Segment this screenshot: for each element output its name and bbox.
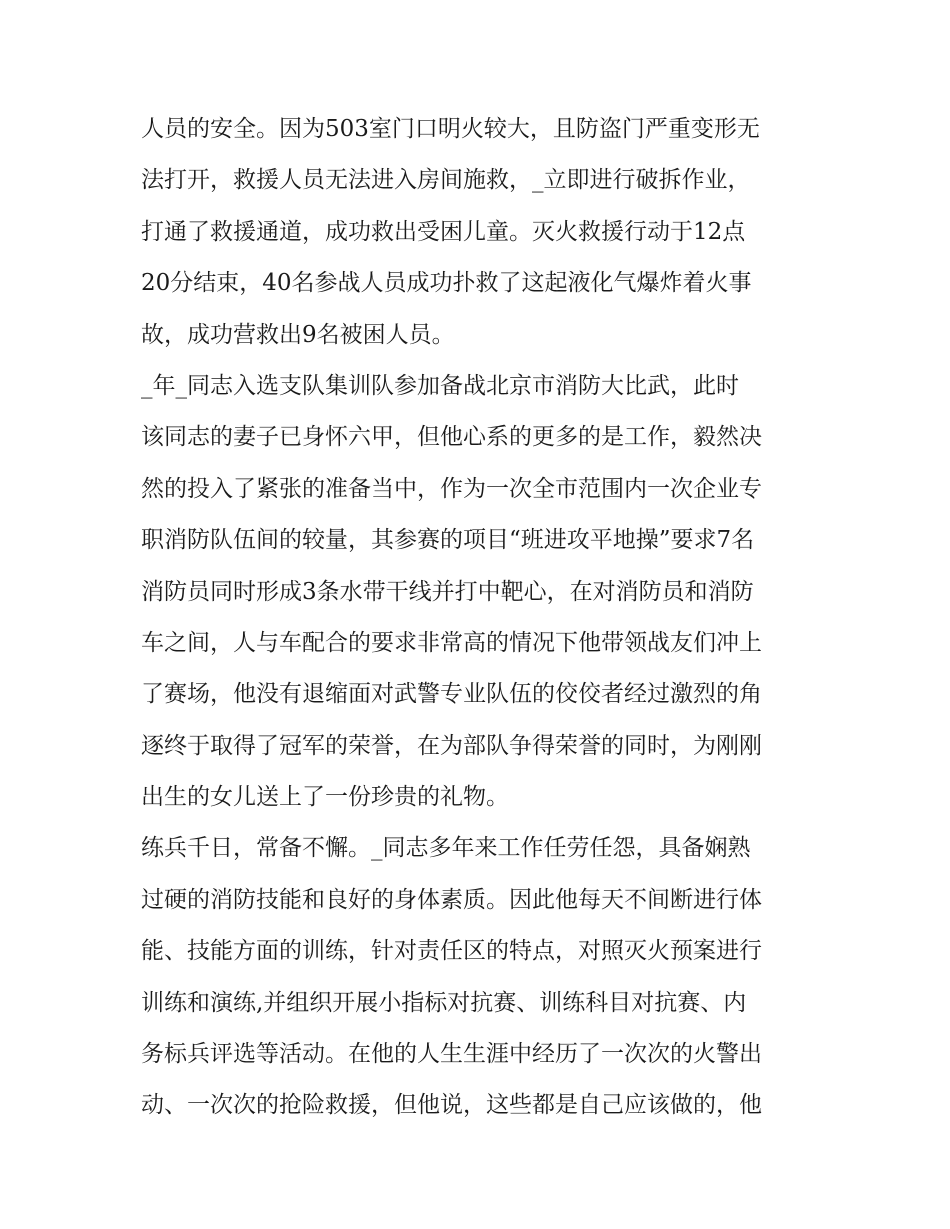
text-line: 消防员同时形成3条水带干线并打中靶心，在对消防员和消防 [141,578,754,605]
text-line: 人员的安全。因为503室门口明火较大，且防盗门严重变形无 [141,116,760,142]
text-line: 过硬的消防技能和良好的身体素质。因此他每天不间断进行体 [141,886,762,913]
text-line: 训练和演练,并组织开展小指标对抗赛、训练科目对抗赛、内 [141,989,747,1016]
text-line: 法打开，救援人员无法进入房间施救，_立即进行破拆作业， [141,167,751,194]
text-line: _年_同志入选支队集训队参加备战北京市消防大比武，此时 [141,372,739,399]
text-line: 务标兵评选等活动。在他的人生生涯中经历了一次次的火警出 [141,1041,762,1068]
text-line: 然的投入了紧张的准备当中，作为一次全市范围内一次企业专 [141,475,762,502]
document-body [141,104,821,1132]
text-line: 逐终于取得了冠军的荣誉，在为部队争得荣誉的同时，为刚刚 [141,732,762,759]
text-line: 能、技能方面的训练，针对责任区的特点，对照灭火预案进行 [141,938,762,965]
text-line: 该同志的妻子已身怀六甲，但他心系的更多的是工作，毅然决 [141,424,762,451]
text-line: 故，成功营救出9名被困人员。 [141,321,455,348]
text-line: 车之间，人与车配合的要求非常高的情况下他带领战友们冲上 [141,629,762,656]
text-line: 练兵千日，常备不懈。_同志多年来工作任劳任怨，具备娴熟 [141,835,751,862]
text-line: 20分结束，40名参战人员成功扑救了这起液化气爆炸着火事 [141,270,752,297]
text-line: 打通了救援通道，成功救出受困儿童。灭火救援行动于12点 [141,218,746,245]
text-line: 了赛场，他没有退缩面对武警专业队伍的佼佼者经过激烈的角 [141,681,762,708]
text-line: 出生的女儿送上了一份珍贵的礼物。 [141,784,509,811]
text-line: 动、一次次的抢险救援，但他说，这些都是自己应该做的，他 [141,1092,762,1119]
text-line: 职消防队伍间的较量，其参赛的项目“班进攻平地操”要求7名 [141,527,755,554]
